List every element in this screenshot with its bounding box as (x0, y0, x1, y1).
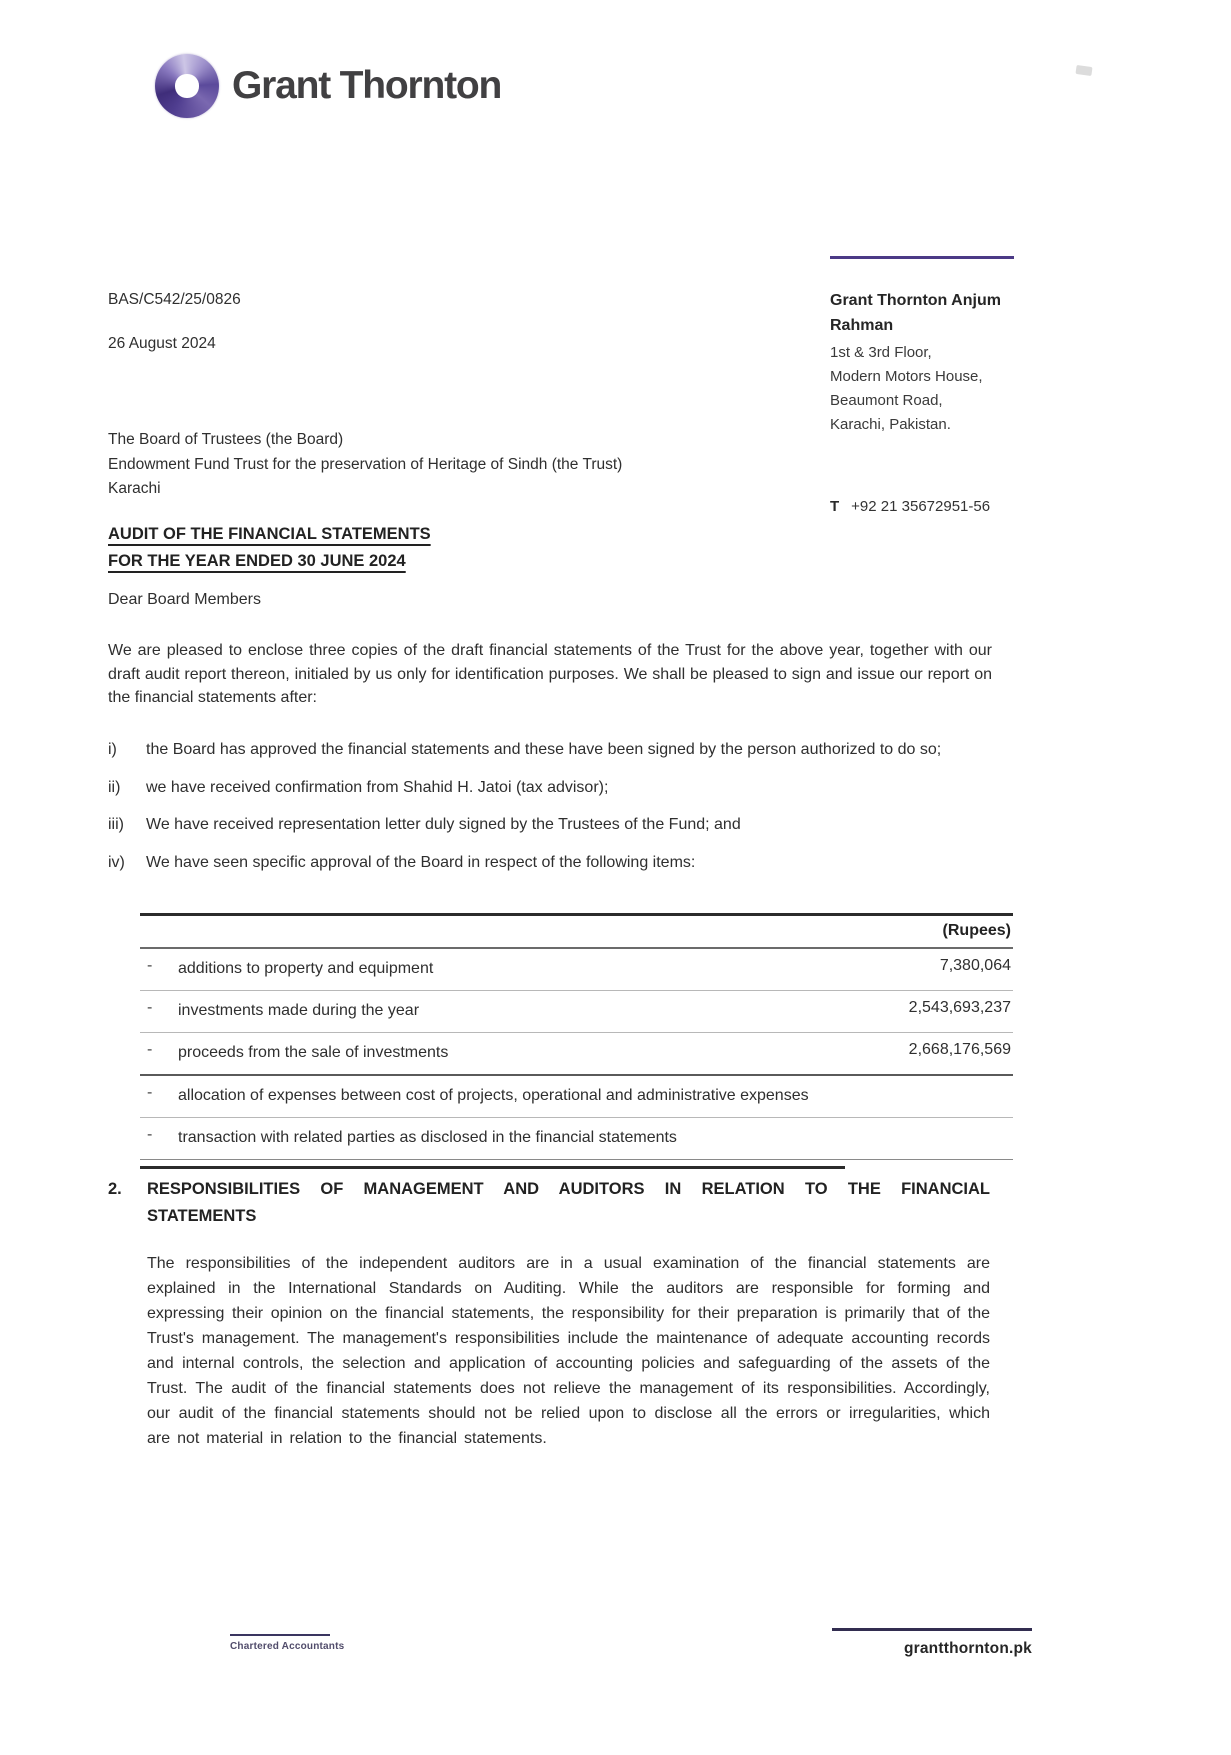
brand-wordmark: Grant Thornton (232, 64, 502, 107)
table-header-rupees: (Rupees) (140, 916, 1013, 949)
subject-line-2: FOR THE YEAR ENDED 30 JUNE 2024 (108, 552, 406, 570)
phone-number: +92 21 35672951-56 (851, 498, 991, 515)
condition-text: we have received confirmation from Shahid H. Jatoi (tax advisor); (146, 778, 609, 796)
table-row (140, 1033, 1013, 1076)
letter-date: 26 August 2024 (108, 335, 216, 352)
section-heading-line-2: STATEMENTS (147, 1207, 257, 1225)
row-dash: - (147, 1084, 153, 1101)
row-amount: 2,668,176,569 (908, 1041, 1011, 1058)
table-row (140, 991, 1013, 1033)
table-row (140, 1076, 1013, 1118)
recipient-line: The Board of Trustees (the Board) (108, 431, 344, 448)
section-heading (147, 1176, 990, 1230)
amounts-table (140, 913, 1013, 1169)
condition-marker: iii) (108, 816, 124, 833)
website-label: grantthornton.pk (903, 1640, 1032, 1657)
phone-line (830, 495, 1035, 519)
contact-accent-rule (830, 256, 1014, 259)
section-heading-row (108, 1176, 990, 1230)
salutation: Dear Board Members (108, 591, 261, 608)
reference-number: BAS/C542/25/0826 (108, 291, 241, 308)
address-line: Karachi, Pakistan. (830, 416, 951, 433)
recipient-line: Karachi (108, 480, 161, 497)
condition-item (108, 776, 996, 801)
row-description: proceeds from the sale of investments (178, 1044, 449, 1061)
row-description: transaction with related parties as disclosed in the financial statements (178, 1129, 677, 1146)
row-amount: 7,380,064 (939, 957, 1011, 974)
footer-right-block (832, 1628, 1032, 1658)
condition-item (108, 813, 996, 838)
grant-thornton-swirl-logo-icon (155, 54, 219, 118)
condition-item (108, 851, 996, 876)
recipient-block (108, 428, 622, 502)
address-line: Modern Motors House, (830, 368, 983, 385)
condition-text: We have seen specific approval of the Board in respect of the following items: (146, 853, 696, 871)
condition-marker: i) (108, 741, 117, 758)
row-description: allocation of expenses between cost of projects, operational and administrative expenses (178, 1087, 809, 1104)
scan-artifact (1075, 65, 1092, 76)
brand-header (155, 54, 501, 118)
row-description: investments made during the year (178, 1002, 420, 1019)
section-body-paragraph: The responsibilities of the independent auditors are in a usual examination of the financial statements are explained in the International Standards on Auditing. While the auditors are responsible for forming and expressing their opinion on the financial statements, the responsibility for their preparation is primarily that of the Trust's management. The management's responsibilities include the maintenance of adequate accounting records and internal controls, the selection and application of accounting policies and safeguarding of the assets of the Trust. The audit of the financial statements does not relieve the management of its responsibilities. Accordingly, our audit of the financial statements should not be relied upon to disclose all the errors or irregularities, which are not material in relation to the financial statements. (147, 1255, 990, 1447)
section-responsibilities (108, 1176, 990, 1451)
section-heading-line-1: RESPONSIBILITIES OF MANAGEMENT AND AUDITORS IN RELATION TO THE FINANCIAL (147, 1180, 990, 1198)
row-dash: - (147, 999, 153, 1016)
condition-marker: ii) (108, 778, 121, 796)
address-line: 1st & 3rd Floor, (830, 344, 932, 361)
row-amount: 2,543,693,237 (908, 999, 1011, 1016)
firm-contact-block (830, 256, 1035, 519)
row-description: additions to property and equipment (178, 960, 434, 977)
footer-right-rule (832, 1628, 1032, 1631)
phone-label: T (830, 498, 840, 515)
row-dash: - (147, 1041, 153, 1058)
condition-text: the Board has approved the financial statements and these have been signed by the person authorized to do so; (146, 741, 942, 758)
row-dash: - (147, 1126, 153, 1143)
chartered-accountants-label: Chartered Accountants (230, 1641, 345, 1652)
condition-text: We have received representation letter duly signed by the Trustees of the Fund; and (146, 816, 741, 833)
table-row (140, 949, 1013, 991)
table-row (140, 1118, 1013, 1160)
address-line: Beaumont Road, (830, 392, 943, 409)
footer-left-rule (230, 1634, 330, 1636)
subject-line-1: AUDIT OF THE FINANCIAL STATEMENTS (108, 525, 431, 543)
subject-heading (108, 521, 431, 575)
recipient-line: Endowment Fund Trust for the preservation of Heritage of Sindh (the Trust) (108, 455, 623, 473)
condition-marker: iv) (108, 853, 125, 871)
footer-left-block (230, 1634, 344, 1652)
conditions-list (108, 738, 996, 888)
section-number: 2. (108, 1180, 122, 1198)
condition-item (108, 738, 996, 763)
firm-name: Grant Thornton Anjum Rahman (830, 292, 1001, 334)
row-dash: - (147, 957, 153, 974)
table-end-rule (140, 1166, 845, 1169)
intro-paragraph: We are pleased to enclose three copies of the draft financial statements of the Trust for the above year, together with our draft audit report thereon, initialed by us only for identification purposes. We shall be pleased to sign and issue our report on the financial statements after: (108, 642, 992, 706)
